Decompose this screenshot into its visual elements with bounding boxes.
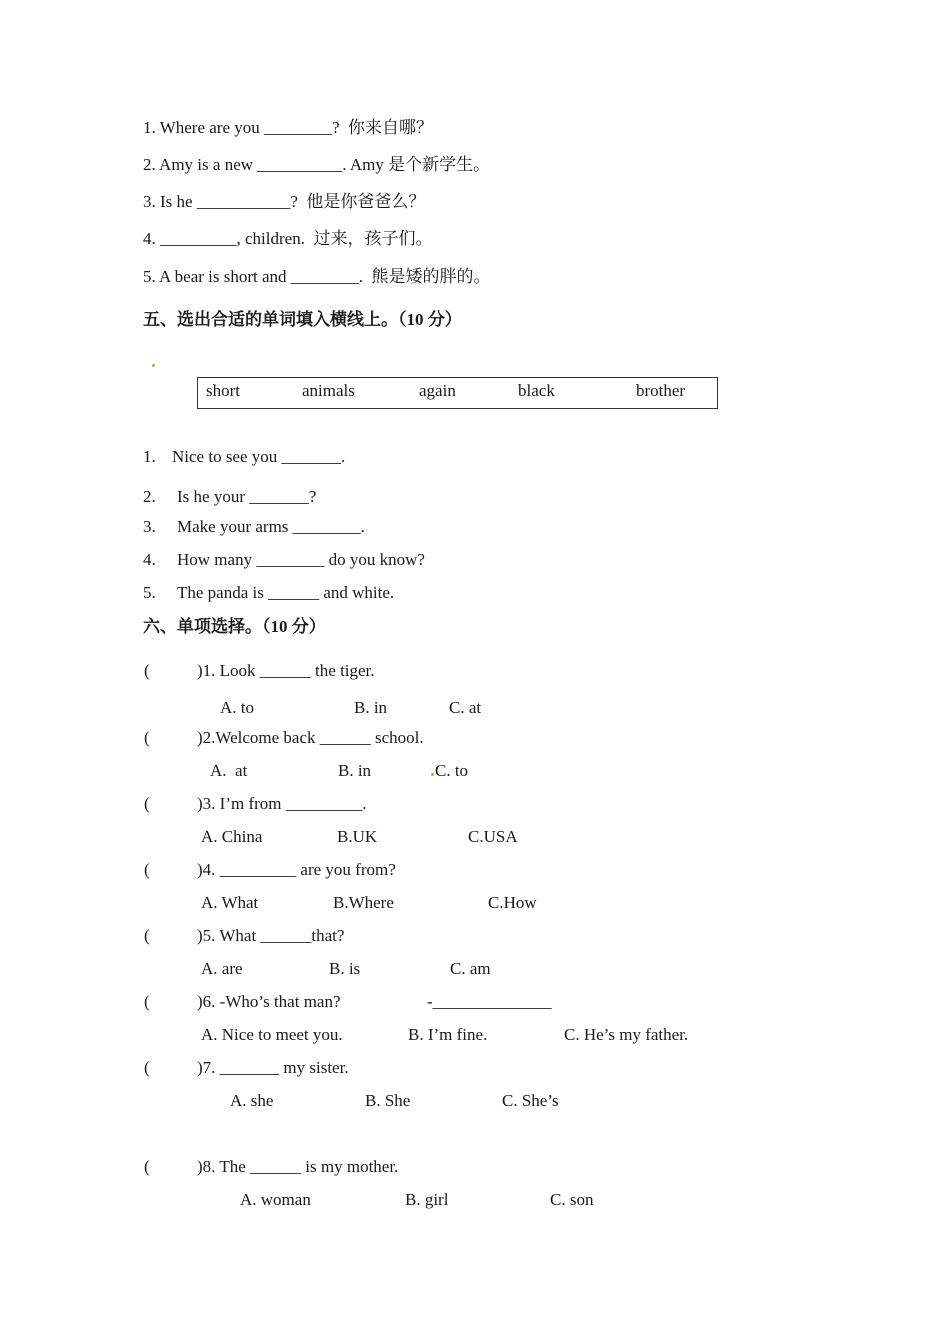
q8-option-b[interactable]: B. girl [405,1190,449,1209]
answer-paren[interactable]: ( [144,794,150,813]
q1-option-b[interactable]: B. in [354,698,388,717]
q8-text: )8. The ______ is my mother. [197,1157,399,1176]
s4-item-1: 1. Where are you ________? 你来自哪？ [143,118,434,137]
q2-text: )2.Welcome back ______ school. [197,728,424,747]
q7-option-b[interactable]: B. She [365,1091,411,1110]
q1-option-a[interactable]: A. to [220,698,254,717]
s4-item-2: 2. Amy is a new __________. Amy 是个新学生。 [143,155,491,174]
s5-item-5-text: The panda is ______ and white. [177,583,395,602]
s5-item-1-num: 1. [143,447,156,466]
q6-option-a[interactable]: A. Nice to meet you. [201,1025,343,1044]
answer-paren[interactable]: ( [144,1157,150,1176]
q3-option-c[interactable]: C.USA [468,827,518,846]
s5-item-1-text: Nice to see you _______. [172,447,346,466]
word-bank-box [197,377,718,409]
q6-option-b[interactable]: B. I’m fine. [408,1025,488,1044]
q3-option-a[interactable]: A. China [201,827,263,846]
answer-paren[interactable]: ( [144,1058,150,1077]
s4-item-4: 4. _________, children. 过来，孩子们。 [143,229,433,248]
decorative-dot [431,773,434,776]
q2-option-c[interactable]: C. to [435,761,469,780]
q2-option-a[interactable]: A. at [210,761,248,780]
q7-text: )7. _______ my sister. [197,1058,349,1077]
q8-option-c[interactable]: C. son [550,1190,594,1209]
q5-text: )5. What ______that? [197,926,345,945]
q4-option-b[interactable]: B.Where [333,893,394,912]
word-bank-word: brother [636,381,686,400]
word-bank-word: animals [302,381,355,400]
q3-text: )3. I’m from _________. [197,794,367,813]
word-bank-word: black [518,381,555,400]
q1-text: )1. Look ______ the tiger. [197,661,375,680]
s5-item-4-text: How many ________ do you know? [177,550,425,569]
s5-item-2-num: 2. [143,487,156,506]
q4-text: )4. _________ are you from? [197,860,396,879]
q7-option-a[interactable]: A. she [230,1091,274,1110]
s4-item-5: 5. A bear is short and ________. 熊是矮的胖的。 [143,267,491,286]
answer-paren[interactable]: ( [144,728,150,747]
word-bank-word: short [206,381,240,400]
q8-option-a[interactable]: A. woman [240,1190,311,1209]
q2-option-b[interactable]: B. in [338,761,372,780]
decorative-dot [152,364,155,367]
s4-item-3: 3. Is he ___________? 他是你爸爸么？ [143,192,426,211]
q3-option-b[interactable]: B.UK [337,827,378,846]
q5-option-c[interactable]: C. am [450,959,491,978]
answer-paren[interactable]: ( [144,860,150,879]
q4-option-c[interactable]: C.How [488,893,537,912]
q6-option-c[interactable]: C. He’s my father. [564,1025,689,1044]
answer-paren[interactable]: ( [144,661,150,680]
section-5-heading: 五、选出合适的单词填入横线上。（10 分） [143,310,462,329]
s5-item-3-num: 3. [143,517,156,536]
q4-option-a[interactable]: A. What [201,893,259,912]
s5-item-5-num: 5. [143,583,156,602]
q7-option-c[interactable]: C. She’s [502,1091,559,1110]
word-bank-word: again [419,381,456,400]
answer-paren[interactable]: ( [144,992,150,1011]
q5-option-a[interactable]: A. are [201,959,243,978]
s5-item-2-text: Is he your _______? [177,487,317,506]
s5-item-3-text: Make your arms ________. [177,517,365,536]
q6-answer-line: -______________ [427,992,552,1011]
q5-option-b[interactable]: B. is [329,959,361,978]
section-6-heading: 六、单项选择。（10 分） [143,617,326,636]
answer-paren[interactable]: ( [144,926,150,945]
q1-option-c[interactable]: C. at [449,698,482,717]
q6-text: )6. -Who’s that man? [197,992,341,1011]
s5-item-4-num: 4. [143,550,156,569]
